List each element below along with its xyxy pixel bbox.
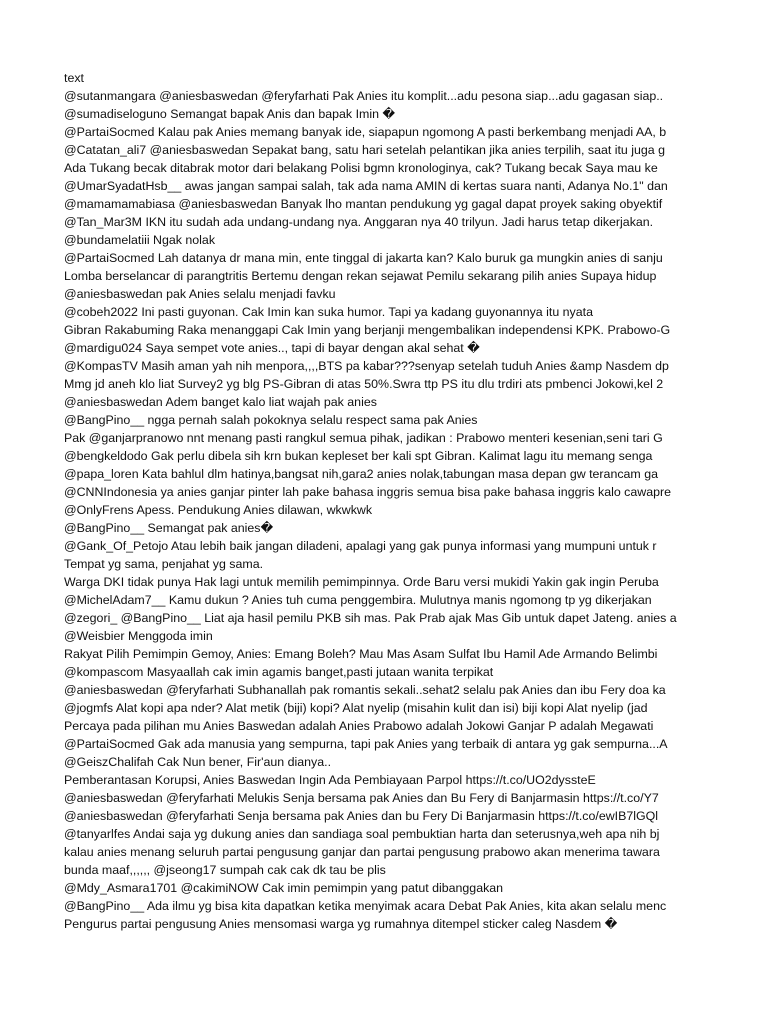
text-line: Ada Tukang becak ditabrak motor dari belakang Polisi bgmn kronologinya, cak? Tukang becak Saya mau ke [64,161,658,175]
text-line: @sutanmangara @aniesbaswedan @feryfarhati Pak Anies itu komplit...adu pesona siap...adu gagasan siap.. [64,89,664,103]
text-line: @mamamamabiasa @aniesbaswedan Banyak lho mantan pendukung yg gagal dapat proyek saking obyektif [64,197,663,211]
text-line: @CNNIndonesia ya anies ganjar pinter lah pake bahasa inggris semua bisa pake bahasa inggris kalo cawapre [64,485,672,499]
text-line: text [64,71,84,85]
text-line: @cobeh2022 Ini pasti guyonan. Cak Imin kan suka humor. Tapi ya kadang guyonannya itu nyata [64,305,593,319]
text-line: @PartaiSocmed Lah datanya dr mana min, ente tinggal di jakarta kan? Kalo buruk ga mungkin anies di sanju [64,251,663,265]
text-line: @sumadiseloguno Semangat bapak Anis dan bapak Imin � [64,107,396,121]
text-line: @aniesbaswedan @feryfarhati Subhanallah pak romantis sekali..sehat2 selalu pak Anies dan ibu Fery doa ka [64,683,666,697]
text-line: @BangPino__ ngga pernah salah pokoknya selalu respect sama pak Anies [64,413,478,427]
text-line: @kompascom Masyaallah cak imin agamis banget,pasti jutaan wanita terpikat [64,665,494,679]
text-line: Pemberantasan Korupsi, Anies Baswedan Ingin Ada Pembiayaan Parpol https://t.co/UO2dyssteE [64,773,596,787]
text-line: @PartaiSocmed Gak ada manusia yang sempurna, tapi pak Anies yang terbaik di antara yg gak sempurna...A [64,737,668,751]
text-line: @OnlyFrens Apess. Pendukung Anies dilawan, wkwkwk [64,503,373,517]
text-line: Mmg jd aneh klo liat Survey2 yg blg PS-Gibran di atas 50%.Swra ttp PS itu dlu trdiri ats pmbenci Jokowi,kel 2 [64,377,664,391]
text-line: @jogmfs Alat kopi apa nder? Alat metik (biji) kopi? Alat nyelip (misahin kulit dan isi) biji kopi Alat nyelip (jad [64,701,648,715]
text-line: Gibran Rakabuming Raka menanggapi Cak Imin yang berjanji mengembalikan independensi KPK. Prabowo-G [64,323,671,337]
text-line: @Catatan_ali7 @aniesbaswedan Sepakat bang, satu hari setelah pelantikan jika anies terpilih, saat itu juga g [64,143,666,157]
text-line: @papa_loren Kata bahlul dlm hatinya,bangsat nih,gara2 anies nolak,tabungan masa depan gw terancam ga [64,467,658,481]
text-line: Tempat yg sama, penjahat yg sama. [64,557,264,571]
text-line: @mardigu024 Saya sempet vote anies.., tapi di bayar dengan akal sehat � [64,341,480,355]
text-line: @bundamelatiii Ngak nolak [64,233,216,247]
text-line: @aniesbaswedan Adem banget kalo liat wajah pak anies [64,395,377,409]
text-line: @bengkeldodo Gak perlu dibela sih krn bukan kepleset ber kali spt Gibran. Kalimat lagu itu memang senga [64,449,653,463]
text-line: @Tan_Mar3M IKN itu sudah ada undang-undang nya. Anggaran nya 40 trilyun. Jadi harus tetap dikerjakan. [64,215,654,229]
text-line: @zegori_ @BangPino__ Liat aja hasil pemilu PKB sih mas. Pak Prab ajak Mas Gib untuk dapet Jateng. anies a [64,611,677,625]
text-line: @MichelAdam7__ Kamu dukun ? Anies tuh cuma penggembira. Mulutnya manis ngomong tp yg dikerjakan [64,593,652,607]
document-page [64,69,768,933]
text-line: Lomba berselancar di parangtritis Bertemu dengan rekan sejawat Pemilu sekarang pilih anies Supaya hidup [64,269,657,283]
text-line: @KompasTV Masih aman yah nih menpora,,,,BTS pa kabar???senyap setelah tuduh Anies &amp Nasdem dp [64,359,669,373]
text-line: @BangPino__ Semangat pak anies� [64,521,274,535]
text-line: Pak @ganjarpranowo nnt menang pasti rangkul semua pihak, jadikan : Prabowo menteri kesenian,seni tari G [64,431,663,445]
text-line: Warga DKI tidak punya Hak lagi untuk memilih pemimpinnya. Orde Baru versi mukidi Yakin gak ingin Peruba [64,575,659,589]
text-line: Pengurus partai pengusung Anies mensomasi warga yg rumahnya ditempel sticker caleg Nasdem � [64,917,618,931]
text-line: kalau anies menang seluruh partai pengusung ganjar dan partai pengusung prabowo akan menerima tawara [64,845,660,859]
text-line: Percaya pada pilihan mu Anies Baswedan adalah Anies Prabowo adalah Jokowi Ganjar P adalah Megawati [64,719,654,733]
text-line: @aniesbaswedan @feryfarhati Senja bersama pak Anies dan bu Fery Di Banjarmasin https://t.co/ewIB7lGQl [64,809,659,823]
text-line: @Mdy_Asmara1701 @cakimiNOW Cak imin pemimpin yang patut dibanggakan [64,881,504,895]
text-line: @tanyarlfes Andai saja yg dukung anies dan sandiaga soal pembuktian harta dan seterusnya,weh apa nih bj [64,827,660,841]
text-line: bunda maaf,,,,,, @jseong17 sumpah cak cak dk tau be plis [64,863,386,877]
text-line: @UmarSyadatHsb__ awas jangan sampai salah, tak ada nama AMIN di kertas suara nanti, Adanya No.1" dan [64,179,668,193]
text-line: @Gank_Of_Petojo Atau lebih baik jangan diladeni, apalagi yang gak punya informasi yang mumpuni untuk r [64,539,657,553]
text-line: @GeiszChalifah Cak Nun bener, Fir'aun dianya.. [64,755,332,769]
text-line: @Weisbier Menggoda imin [64,629,213,643]
text-line: @aniesbaswedan pak Anies selalu menjadi favku [64,287,336,301]
text-line: Rakyat Pilih Pemimpin Gemoy, Anies: Emang Boleh? Mau Mas Asam Sulfat Ibu Hamil Ade Armando Belimbi [64,647,658,661]
text-line: @BangPino__ Ada ilmu yg bisa kita dapatkan ketika menyimak acara Debat Pak Anies, kita akan selalu menc [64,899,667,913]
text-line: @aniesbaswedan @feryfarhati Melukis Senja bersama pak Anies dan Bu Fery di Banjarmasin https://t.co/Y7 [64,791,659,805]
text-line: @PartaiSocmed Kalau pak Anies memang banyak ide, siapapun ngomong A pasti berkembang menjadi AA, b [64,125,667,139]
